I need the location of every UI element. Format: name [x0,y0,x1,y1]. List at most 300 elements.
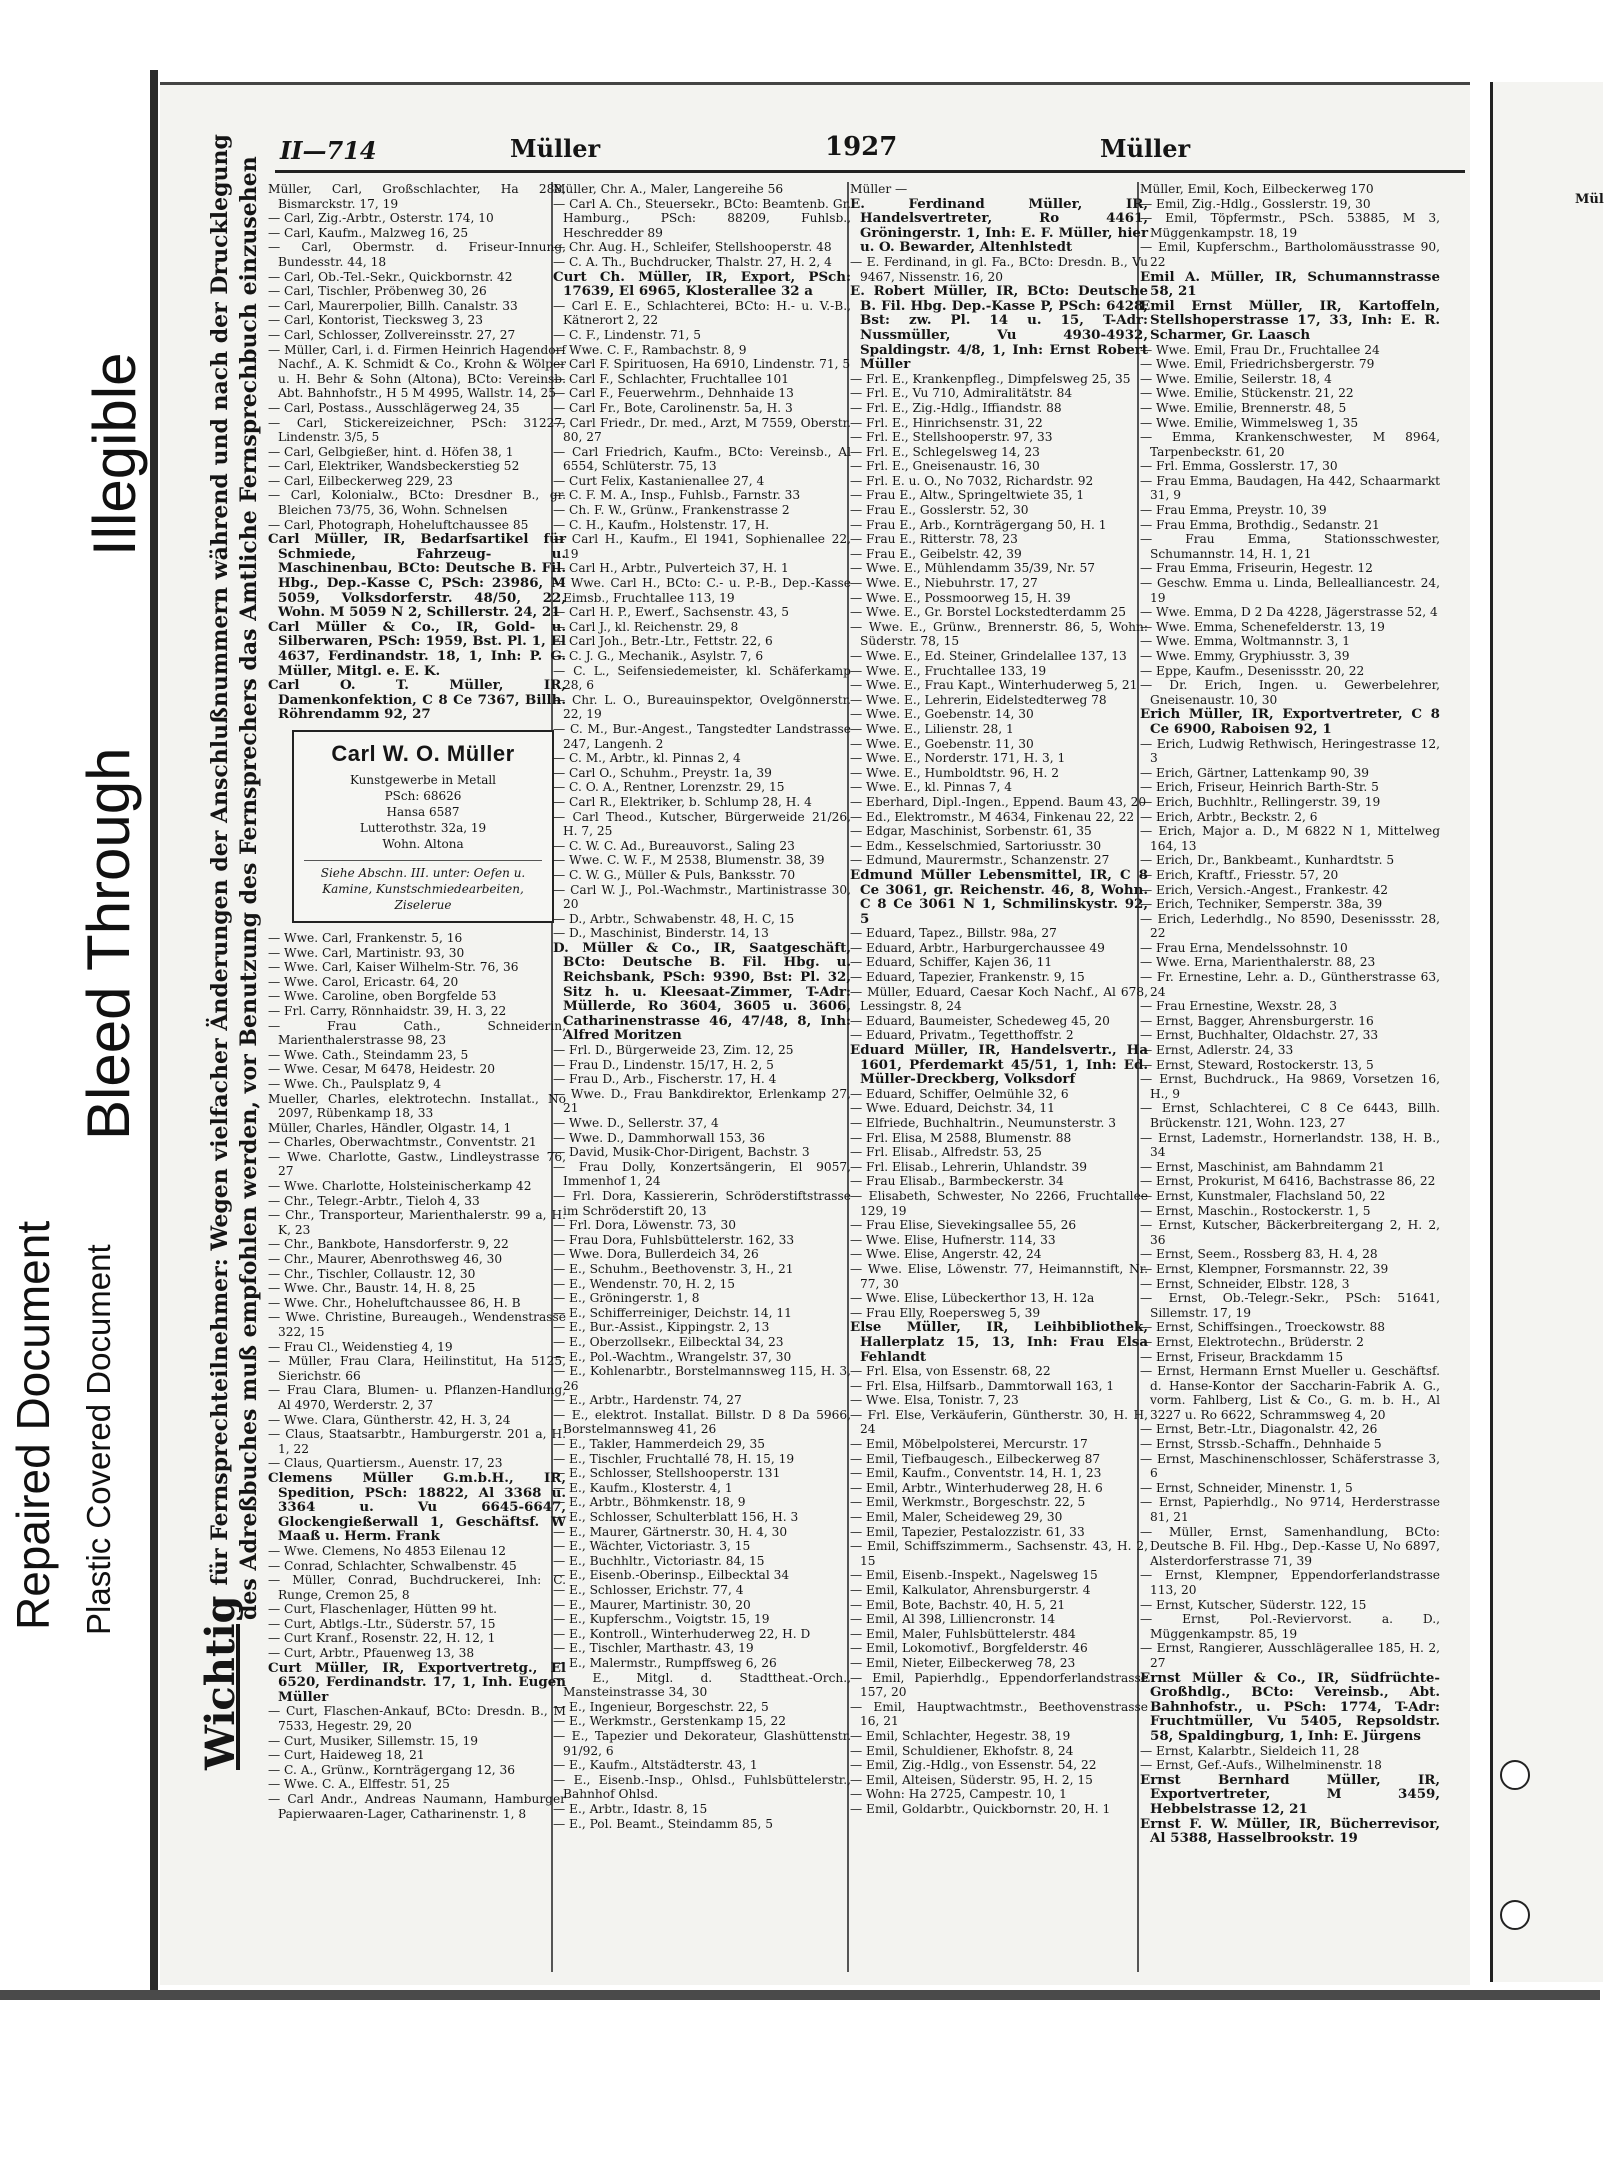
directory-entry: — Eduard, Schiffer, Oelmühle 32, 6 [850,1086,1069,1101]
directory-entry: — Ernst, Buchhalter, Oldachstr. 27, 33 [1140,1028,1379,1043]
directory-entry: — E., Kontroll., Winterhuderweg 22, H. D [553,1626,811,1641]
directory-entry: — Frl. D., Bürgerweide 23, Zim. 12, 25 [553,1043,794,1058]
directory-entry: — Frau Elise, Sievekingsallee 55, 26 [850,1218,1077,1233]
directory-entry: — Frl. E., Zig.-Hdlg., Iffiandstr. 88 [850,400,1062,415]
directory-entry: — David, Musik-Chor-Dirigent, Bachstr. 3 [553,1145,810,1160]
page-binding-edge [150,70,158,1990]
directory-entry: — Frl. E. u. O., No 7032, Richardstr. 92 [850,473,1094,488]
directory-entry: — E., Wächter, Victoriastr. 3, 15 [553,1539,751,1554]
directory-entry: — Charles, Oberwachtmstr., Conventstr. 21 [268,1135,537,1150]
directory-entry: — Conrad, Schlachter, Schwalbenstr. 45 [268,1558,517,1573]
notice-line-1: für Fernsprechteilnehmer: Wegen vielfacher Änderungen der Anschlußnummern während und nach der Drucklegung [207,134,233,1586]
directory-entry: — Erich, Techniker, Semperstr. 38a, 39 [1140,897,1383,912]
directory-entry: — Wwe. Elsa, Tonistr. 7, 23 [850,1393,1019,1408]
directory-entry: — Ernst, Seem., Rossberg 83, H. 4, 28 [1140,1247,1378,1262]
directory-entry: — Frl. E., Vu 710, Admiralitätstr. 84 [850,386,1073,401]
directory-entry: — E., elektrot. Installat. Billstr. D 8 Da 5966, Borstelmannsweg 41, 26 [553,1407,851,1437]
directory-entry: — Wwe. E., Grünw., Brennerstr. 86, 5, Wohn: Süderstr. 78, 15 [850,619,1148,649]
directory-entry: — Curt, Arbtr., Pfauenweg 13, 38 [268,1646,475,1661]
directory-entry: — E., Schlosser, Schulterblatt 156, H. 3 [553,1510,799,1525]
column-1 [268,182,566,1982]
directory-entry: — Carl, Postass., Ausschlägerweg 24, 35 [268,400,520,415]
directory-entry: — Frl. Elisab., Alfredstr. 53, 25 [850,1145,1042,1160]
directory-entry: — Frl. Elsa, Hilfsarb., Dammtorwall 163, 1 [850,1378,1115,1393]
directory-entry: — Erich, Ludwig Rethwisch, Heringestrasse 12, 3 [1140,736,1440,766]
directory-entry: — Carl, Obermstr. d. Friseur-Innung, Bundesstr. 44, 18 [268,240,566,269]
directory-entry: — Wwe. E., Norderstr. 171, H. 3, 1 [850,751,1066,766]
directory-entry: Mueller, Charles, elektrotechn. Installat., No 2097, Rübenkamp 18, 33 [268,1091,566,1121]
directory-entry: — Frau Dolly, Konzertsängerin, El 9057, Immenhof 1, 24 [553,1159,851,1189]
header-right-word: Müller [1100,134,1191,163]
directory-entry: — Wwe. Elise, Hufnerstr. 114, 33 [850,1232,1056,1247]
directory-entry: — Emil, Arbtr., Winterhuderweg 28, H. 6 [850,1480,1103,1495]
notice-line-2: des Adreßbuches muß empfohlen werden, vor Benutzung des Fernsprechers das Amtliche Fernsprechbuch einzusehen [236,156,262,1620]
directory-entry: — Ernst, Ob.-Telegr.-Sekr., PSch: 51641, Sillemstr. 17, 19 [1140,1291,1440,1320]
directory-entry: — Carl Fr., Bote, Carolinenstr. 5a, H. 3 [553,400,793,415]
ad-line-3: Hansa 6587 [386,804,460,819]
directory-entry: — Frau Emma, Preystr. 10, 39 [1140,503,1327,518]
directory-entry: — E., Tischler, Fruchtallé 78, H. 15, 19 [553,1451,795,1466]
directory-entry: — Carl, Eilbeckerweg 229, 23 [268,473,453,488]
directory-entry: — Wwe. E., Humboldtstr. 96, H. 2 [850,765,1060,780]
directory-entry: — E., Maurer, Martinistr. 30, 20 [553,1597,751,1612]
directory-entry: — Wohn: Ha 2725, Campestr. 10, 1 [850,1787,1067,1802]
directory-entry: — Ernst, Kunstmaler, Flachsland 50, 22 [1140,1188,1386,1203]
directory-entry: — Carl Friedrich, Kaufm., BCto: Vereinsb., Al 6554, Schlüterstr. 75, 13 [553,444,851,474]
header-left-word: Müller [510,134,601,163]
directory-entry: — Emil, Bote, Bachstr. 40, H. 5, 21 [850,1597,1066,1612]
directory-entry: — Carl F., Schlachter, Fruchtallee 101 [553,371,789,386]
directory-entry: — Wwe. E., Mühlendamm 35/39, Nr. 57 [850,561,1095,576]
directory-entry: Emil Ernst Müller, IR, Kartoffeln, Stellshoperstrasse 17, 33, Inh: E. R. Scharmer, Gr. Laasch [1140,297,1440,343]
directory-entry: — Wwe. E., Ed. Steiner, Grindelallee 137, 13 [850,649,1127,663]
directory-entry: — C. H., Kaufm., Holstenstr. 17, H. [553,517,770,532]
directory-entry: Curt Ch. Müller, IR, Export, PSch: 17639, El 6965, Klosterallee 32 a [553,268,851,300]
directory-entry: — Ernst, Kutscher, Bäckerbreitergang 2, H. 2, 36 [1140,1218,1440,1247]
directory-entry: — Wwe. E., Niebuhrstr. 17, 27 [850,576,1038,591]
directory-entry: — Ernst, Schiffsingen., Troeckowstr. 88 [1140,1320,1385,1335]
directory-entry: Ernst Bernhard Müller, IR, Exportvertreter, M 3459, Hebbelstrasse 12, 21 [1140,1771,1440,1817]
directory-entry: — Carl Friedr., Dr. med., Arzt, M 7559, Oberstr. 80, 27 [553,415,851,445]
directory-entry: — E., Mitgl. d. Stadttheat.-Orch., Mansteinstrasse 34, 30 [553,1670,851,1700]
directory-entry: — Wwe. Charlotte, Gastw., Lindleystrasse 76, 27 [268,1149,566,1179]
directory-entry: — E., Schlosser, Stellshooperstr. 131 [553,1466,781,1481]
directory-entry: — Frl. Dora, Kassiererin, Schröderstiftstrasse im Schröderstift 20, 13 [553,1188,851,1218]
directory-entry: — Dr. Erich, Ingen. u. Gewerbelehrer, Gneisenaustr. 10, 30 [1140,678,1440,707]
directory-entry: — Wwe. C. A., Elffestr. 51, 25 [268,1777,450,1792]
directory-entry: — Ch. F. W., Grünw., Frankenstrasse 2 [553,503,790,518]
directory-entry: — C. A. Th., Buchdrucker, Thalstr. 27, H. 2, 4 [553,254,832,269]
directory-entry: Ernst Müller & Co., IR, Südfrüchte-Großhdlg., BCto: Vereinsb., Abt. Bahnhofstr., u. PSch: 1774, T-Adr: Fruchtmüller, Vu 5405, Repsoldstr. 58, Spaldingburg, 1, Inh: E. Jürgens [1140,1669,1440,1744]
directory-entry: Else Müller, IR, Leihbibliothek, Hallerplatz 15, 13, Inh: Frau Elsa Fehlandt [850,1319,1148,1365]
directory-entry: — Ernst, Maschinenschlosser, Schäferstrasse 3, 6 [1140,1451,1440,1481]
directory-entry: — Curt, Abtlgs.-Ltr., Süderstr. 57, 15 [268,1616,496,1631]
directory-entry: — Emil, Lokomotivf., Borgfelderstr. 46 [850,1641,1088,1656]
directory-entry: — Emil, Hauptwachtmstr., Beethovenstrasse 16, 21 [850,1699,1148,1729]
scan-bottom-margin [0,2000,1600,2177]
directory-entry: — E. Ferdinand, in gl. Fa., BCto: Dresdn. B., Vu 9467, Nissenstr. 16, 20 [850,254,1148,284]
binding-hole [1500,1760,1530,1790]
ad-line-2: PSch: 68626 [384,788,462,803]
directory-entry: — Eduard, Arbtr., Harburgerchaussee 49 [850,940,1105,955]
directory-entry: — Müller, Conrad, Buchdruckerei, Inh: C. Runge, Cremon 25, 8 [268,1573,566,1602]
directory-entry: — Erich, Dr., Bankbeamt., Kunhardtstr. 5 [1140,853,1395,868]
directory-entry: — Frau Emma, Brothdig., Sedanstr. 21 [1140,517,1380,532]
directory-entry: — Frau Elisab., Barmbeckerstr. 34 [850,1174,1064,1189]
directory-entry: — Wwe. Ch., Paulsplatz 9, 4 [268,1076,442,1091]
directory-entry: Edmund Müller Lebensmittel, IR, C 8 Ce 3061, gr. Reichenstr. 46, 8, Wohn. C 8 Ce 3061 N 1, Schmilinskystr. 92, 5 [850,866,1148,927]
directory-entry: — Frl. E., Schlegelsweg 14, 23 [850,444,1040,459]
directory-entry: — Ernst, Adlerstr. 24, 33 [1140,1043,1294,1058]
directory-entry: — C. O. A., Rentner, Lorenzstr. 29, 15 [553,780,785,795]
ad-line-4: Lutterothstr. 32a, 19 [359,820,487,835]
directory-entry: — E., Takler, Hammerdeich 29, 35 [553,1437,766,1452]
directory-entry: — Erich, Versich.-Angest., Frankestr. 42 [1140,882,1388,897]
directory-entry: — Ernst, Strssb.-Schaffn., Dehnhaide 5 [1140,1437,1382,1452]
directory-entry: — Eduard, Baumeister, Schedeweg 45, 20 [850,1013,1110,1028]
directory-entry: — Frau E., Gosslerstr. 52, 30 [850,503,1029,518]
directory-entry: — Carl Theod., Kutscher, Bürgerweide 21/26, H. 7, 25 [553,809,851,839]
directory-entry: — E., Arbtr., Idastr. 8, 15 [553,1801,708,1816]
label-illegible: Illegible [81,352,148,556]
directory-entry: — Frl. Dora, Löwenstr. 73, 30 [553,1218,737,1233]
directory-entry: — Wwe. Eduard, Deichstr. 34, 11 [850,1101,1055,1116]
directory-entry: — Erich, Lederhdlg., No 8590, Desenissstr. 28, 22 [1140,911,1440,941]
directory-entry: — Müller, Carl, i. d. Firmen Heinrich Hagendorf Nachf., A. K. Schmidt & Co., Krohn & Wölper u. H. Behr & Sohn (Altona), BCto: Vereinsb. Abt. Bahnhofstr., H 5 M 4995, Wallstr. 14, 25 [268,342,566,401]
next-page-fragment: Mül [1575,192,1604,207]
directory-entry: — Wwe. Charlotte, Holsteinischerkamp 42 [268,1179,532,1194]
directory-entry: Carl O. T. Müller, IR, Damenkonfektion, C 8 Ce 7367, Billh. Röhrendamm 92, 27 [268,677,566,723]
directory-entry: — C. F., Lindenstr. 71, 5 [553,327,701,342]
directory-entry: — Carl, Maurerpolier, Billh. Canalstr. 33 [268,298,518,313]
directory-entry: Eduard Müller, IR, Handelsvertr., Ha 1601, Pferdemarkt 45/51, 1, Inh: Ed. Müller-Dreckberg, Volksdorf [850,1042,1148,1088]
directory-entry: — C. F. M. A., Insp., Fuhlsb., Farnstr. 33 [553,488,801,503]
directory-entry: — Frl. E., Stellshooperstr. 97, 33 [850,430,1053,445]
vertical-notice [197,134,266,1770]
directory-entry: — Frau E., Geibelstr. 42, 39 [850,546,1022,561]
directory-entry: — Frau E., Arb., Kornträgergang 50, H. 1 [850,517,1107,532]
directory-entry: — Emil, Möbelpolsterei, Mercurstr. 17 [850,1437,1088,1452]
directory-entry: — Wwe. Christine, Bureaugeh., Wendenstrasse 322, 15 [268,1310,566,1339]
directory-entry: — Emil, Al 398, Lilliencronstr. 14 [850,1612,1056,1627]
directory-entry: — Chr., Bankbote, Hansdorferstr. 9, 22 [268,1237,509,1252]
directory-entry: — Carl, Stickereizeichner, PSch: 31227, Lindenstr. 3/5, 5 [268,415,566,445]
directory-entry: — Wwe. Emilie, Seilerstr. 18, 4 [1140,371,1332,386]
directory-entry: — Carl Andr., Andreas Naumann, Hamburger Papierwaaren-Lager, Catharinenstr. 1, 8 [268,1792,566,1821]
directory-entry: — E., Tapezier und Dekorateur, Glashüttenstr. 91/92, 6 [553,1728,851,1758]
directory-entry: — Frau Clara, Blumen- u. Pflanzen-Handlung, Al 4970, Werderstr. 2, 37 [268,1383,566,1412]
directory-entry: — Frl. Emma, Gosslerstr. 17, 30 [1140,459,1338,474]
directory-entry: — Erich, Major a. D., M 6822 N 1, Mittelweg 164, 13 [1140,824,1440,853]
directory-entry: — Frl. Elisab., Lehrerin, Uhlandstr. 39 [850,1159,1087,1174]
directory-entry: — Ernst, Papierhdlg., No 9714, Herderstrasse 81, 21 [1140,1495,1440,1525]
directory-entry: — Claus, Quartiersm., Auenstr. 17, 23 [268,1456,503,1471]
directory-entry: — Carl J., kl. Reichenstr. 29, 8 [553,619,739,634]
directory-entry: — Emil, Kaufm., Conventstr. 14, H. 1, 23 [850,1466,1102,1481]
directory-entry: — D., Arbtr., Schwabenstr. 48, H. C, 15 [553,911,795,926]
directory-entry: Emil A. Müller, IR, Schumannstrasse 58, 21 [1140,268,1440,300]
directory-entry: — Wwe. Carl, Kaiser Wilhelm-Str. 76, 36 [268,960,519,975]
directory-entry: — E., Oberzollsekr., Eilbecktal 34, 23 [553,1334,784,1349]
directory-entry: — Wwe. Emmy, Gryphiusstr. 3, 39 [1140,649,1350,663]
label-repaired-document: Repaired Document [7,1220,59,1630]
directory-entry: — Wwe. Cath., Steindamm 23, 5 [268,1047,469,1062]
directory-entry: — Edmund, Maurermstr., Schanzenstr. 27 [850,853,1110,868]
directory-entry: — Elisabeth, Schwester, No 2266, Fruchtallee 129, 19 [850,1188,1148,1218]
directory-entry: — E., Malermstr., Rumpffsweg 6, 26 [553,1655,777,1670]
directory-entry: — Carl, Photograph, Hoheluftchaussee 85 [268,517,529,532]
directory-entry: Curt Müller, IR, Exportvertretg., El 6520, Ferdinandstr. 17, 1, Inh. Eugen Müller [268,1659,566,1705]
directory-entry: — Wwe. Elise, Angerstr. 42, 24 [850,1247,1042,1262]
column-2 [553,182,851,1982]
directory-entry: — Müller, Frau Clara, Heilinstitut, Ha 5125, Sierichstr. 66 [268,1354,566,1383]
directory-entry: — Chr., Telegr.-Arbtr., Tieloh 4, 33 [268,1193,480,1208]
directory-entry: — Wwe. Chr., Baustr. 14, H. 8, 25 [268,1281,476,1296]
directory-entry: — E., Bur.-Assist., Kippingstr. 2, 13 [553,1320,770,1335]
directory-entry: — Wwe. Emilie, Brennerstr. 48, 5 [1140,400,1347,415]
ad-line-1: Kunstgewerbe in Metall [349,772,497,787]
directory-entry: — Carl, Ob.-Tel.-Sekr., Quickbornstr. 42 [268,269,513,284]
directory-entry: — Wwe. E., Lehrerin, Eidelstedterweg 78 [850,692,1107,707]
directory-entry: — Frl. Carry, Rönnhaidstr. 39, H. 3, 22 [268,1003,507,1018]
directory-entry: — Ernst, Gef.-Aufs., Wilhelminenstr. 18 [1140,1758,1382,1773]
directory-entry: — Carl H. P., Ewerf., Sachsenstr. 43, 5 [553,605,790,620]
directory-entry: — Chr., Tischler, Collaustr. 12, 30 [268,1266,476,1281]
directory-entry: — Wwe. D., Frau Bankdirektor, Erlenkamp 27, 21 [553,1086,851,1116]
directory-entry: — Fr. Ernestine, Lehr. a. D., Güntherstrasse 63, 24 [1140,970,1440,999]
directory-entry: — Eduard, Schiffer, Kajen 36, 11 [850,955,1053,970]
directory-entry: — Carl E. E., Schlachterei, BCto: H.- u. V.-B., Kätnerort 2, 22 [553,298,851,328]
directory-entry: — Frl. E., Krankenpfleg., Dimpfelsweg 25, 35 [850,371,1131,386]
directory-entry: — Erich, Gärtner, Lattenkamp 90, 39 [1140,765,1369,780]
directory-entry: — Curt, Flaschen-Ankauf, BCto: Dresdn. B., M 7533, Hegestr. 29, 20 [268,1704,566,1734]
directory-entry: — Wwe. C. F., Rambachstr. 8, 9 [553,342,747,357]
directory-entry: Ernst F. W. Müller, IR, Bücherrevisor, Al 5388, Hasselbrookstr. 19 [1140,1815,1440,1847]
ad-line-5: Wohn. Altona [382,836,464,851]
directory-entry: — Frl. E., Gneisenaustr. 16, 30 [850,459,1040,474]
directory-entry: — C. M., Arbtr., kl. Pinnas 2, 4 [553,751,741,766]
directory-entry: Müller, Charles, Händler, Olgastr. 14, 1 [268,1120,512,1135]
directory-entry: Carl Müller & Co., IR, Gold- u. Silberwaren, PSch: 1959, Bst. Pl. 1, El 4637, Ferdinandstr. 18, 1, Inh: P. G. Müller, Mitgl. e. E. K. [268,618,566,679]
directory-entry: — E., Schifferreiniger, Deichstr. 14, 11 [553,1305,792,1320]
directory-entry: — Ernst, Schneider, Elbstr. 128, 3 [1140,1276,1350,1291]
directory-entry: — Wwe. Emma, Schenefelderstr. 13, 19 [1140,619,1385,634]
directory-entry: — Wwe. E., Frau Kapt., Winterhuderweg 5, 21 [850,678,1138,693]
directory-entry: — E., Gröningerstr. 1, 8 [553,1291,700,1306]
directory-entry: — Eduard, Tapezier, Frankenstr. 9, 15 [850,970,1085,985]
directory-entry: Müller, Carl, Großschlachter, Ha 288, Bismarckstr. 17, 19 [268,182,566,211]
directory-entry: — Wwe. Carl, Martinistr. 93, 30 [268,945,465,960]
directory-entry: — Carl A. Ch., Steuersekr., BCto: Beamtenb. Gr. Hamburg., PSch: 88209, Fuhlsb., Heschredder 89 [553,196,851,240]
directory-entry: — Wwe. C. W. F., M 2538, Blumenstr. 38, 39 [553,853,825,868]
directory-entry: — Ernst, Schneider, Minenstr. 1, 5 [1140,1480,1353,1495]
directory-entry: — Carl Joh., Betr.-Ltr., Fettstr. 22, 6 [553,634,773,649]
directory-entry: — Wwe. Emma, Woltmannstr. 3, 1 [1140,634,1351,649]
directory-entry: — Frau Ernestine, Wexstr. 28, 3 [1140,999,1337,1014]
directory-entry: — Emil, Maler, Scheideweg 29, 30 [850,1510,1063,1525]
directory-entry: — Wwe. Elise, Lübeckerthor 13, H. 12a [850,1291,1095,1306]
directory-entry: — Ernst, Buchdruck., Ha 9869, Vorsetzen 16, H., 9 [1140,1072,1440,1101]
directory-entry: — Carl W. J., Pol.-Wachmstr., Martinistrasse 30, 20 [553,882,851,912]
directory-entry: — E., Werkmstr., Gerstenkamp 15, 22 [553,1714,786,1729]
directory-entry: — Emil, Tapezier, Pestalozzistr. 61, 33 [850,1524,1085,1539]
directory-entry: — Wwe. E., Possmoorweg 15, H. 39 [850,590,1071,605]
directory-entry: — Carl, Kontorist, Tiecksweg 3, 23 [268,313,483,328]
directory-entry: Müller, Chr. A., Maler, Langereihe 56 [553,182,784,196]
directory-entry: — E., Buchhltr., Victoriastr. 84, 15 [553,1553,765,1568]
directory-entry: — Carl H., Kaufm., El 1941, Sophienallee 22, 19 [553,532,851,561]
directory-entry: — Carl, Schlosser, Zollvereinsstr. 27, 27 [268,327,516,342]
directory-entry: — E., Maurer, Gärtnerstr. 30, H. 4, 30 [553,1524,788,1539]
directory-entry: — Curt, Musiker, Sillemstr. 15, 19 [268,1733,478,1748]
directory-entry: — Wwe. E., Goebenstr. 14, 30 [850,707,1034,722]
header-rule [275,170,1465,173]
directory-entry: — Carl R., Elektriker, b. Schlump 28, H. 4 [553,794,812,809]
directory-entry: — Müller, Ernst, Samenhandlung, BCto: Deutsche B. Fil. Hbg., Dep.-Kasse U, No 6897, Alsterdorferstrasse 71, 39 [1140,1524,1440,1568]
directory-entry: — Wwe. Carol, Ericastr. 64, 20 [268,974,459,989]
directory-entry: — Frl. E., Hinrichsenstr. 31, 22 [850,415,1043,430]
directory-entry: — Carl, Kaufm., Malzweg 16, 25 [268,225,469,240]
directory-entry: — Wwe. Emilie, Wimmelsweg 1, 35 [1140,415,1359,430]
directory-entry: — C. W. G., Müller & Puls, Banksstr. 70 [553,867,796,882]
next-page-edge [1490,82,1603,1982]
directory-entry: — Emil, Zig.-Hdlg., Gosslerstr. 19, 30 [1140,196,1371,211]
directory-entry: — Ernst, Kalarbtr., Sieldeich 11, 28 [1140,1743,1360,1758]
advertisement-box [292,730,554,923]
directory-entry: — Wwe. Carl, Frankenstr. 5, 16 [268,930,463,945]
directory-entry: — Elfriede, Buchhaltrin., Neumunsterstr. 3 [850,1116,1116,1130]
directory-entry: — Frau Erna, Mendelssohnstr. 10 [1140,940,1348,955]
directory-entry: — Emil, Kupferschm., Bartholomäusstrasse 90, 22 [1140,240,1440,269]
directory-entry: — Ernst, Maschinist, am Bahndamm 21 [1140,1159,1385,1174]
column-4 [1140,182,1440,1982]
directory-entry: — Wwe. Caroline, oben Borgfelde 53 [268,989,497,1004]
directory-entry: — E., Eisenb.-Oberinsp., Eilbecktal 34 [553,1568,790,1583]
directory-entry: — C. L., Seifensiedemeister, kl. Schäferkamp 28, 6 [553,663,851,693]
directory-entry: — D., Maschinist, Binderstr. 14, 13 [553,926,769,941]
ad-name: Carl W. O. Müller [331,740,515,766]
directory-entry: — Wwe. Emil, Frau Dr., Fruchtallee 24 [1140,342,1380,357]
directory-entry: — Wwe. Emilie, Stückenstr. 21, 22 [1140,386,1354,401]
page-number: II—714 [280,136,377,165]
directory-entry: — Müller, Eduard, Caesar Koch Nachf., Al 678, Lessingstr. 8, 24 [850,984,1148,1014]
directory-entry: — E., Kaufm., Altstädterstr. 43, 1 [553,1758,758,1773]
directory-entry: Müller, Emil, Koch, Eilbeckerweg 170 [1140,182,1374,196]
directory-entry: — Wwe. Emil, Friedrichsbergerstr. 79 [1140,357,1375,372]
directory-entry: — Emil, Zig.-Hdlg., von Essenstr. 54, 22 [850,1758,1097,1773]
directory-entry: — Emil, Goldarbtr., Quickbornstr. 20, H. 1 [850,1801,1111,1816]
directory-entry: — Erich, Arbtr., Beckstr. 2, 6 [1140,809,1318,824]
directory-entry: — Wwe. Emma, D 2 Da 4228, Jägerstrasse 52, 4 [1140,605,1438,620]
directory-entry: — Erich, Buchhltr., Rellingerstr. 39, 19 [1140,794,1381,809]
directory-entry: — Ernst, Maschin., Rostockerstr. 1, 5 [1140,1203,1371,1218]
directory-entry: — Frau E., Altw., Springeltwiete 35, 1 [850,488,1085,503]
directory-entry: Müller — [850,182,908,196]
directory-entry: — C. W. C. Ad., Bureauvorst., Saling 23 [553,838,795,853]
directory-entry: — Ernst, Kutscher, Süderstr. 122, 15 [1140,1597,1367,1612]
directory-entry: — Ernst, Rangierer, Ausschlägerallee 185, H. 2, 27 [1140,1641,1440,1670]
directory-entry: — Frau D., Arb., Fischerstr. 17, H. 4 [553,1072,777,1087]
directory-entry: — Wwe. Carl H., BCto: C.- u. P.-B., Dep.-Kasse Eimsb., Fruchtallee 113, 19 [553,576,851,605]
directory-entry: — Frau D., Lindenstr. 15/17, H. 2, 5 [553,1057,774,1072]
directory-entry: — E., Wendenstr. 70, H. 2, 15 [553,1276,736,1291]
directory-entry: — Chr. L. O., Bureauinspektor, Ovelgönnerstr. 22, 19 [553,692,851,722]
directory-entry: Erich Müller, IR, Exportvertreter, C 8 Ce 6900, Raboisen 92, 1 [1140,706,1440,737]
directory-entry: — Curt, Haideweg 18, 21 [268,1748,425,1763]
directory-entry: — E., Schuhm., Beethovenstr. 3, H., 21 [553,1261,794,1276]
directory-entry: E. Robert Müller, IR, BCto: Deutsche B. Fil. Hbg. Dep.-Kasse P, PSch: 6428, Bst: zw. Pl. 14 u. 15, T-Adr: Nussmüller, Vu 4930-4932, Spaldingstr. 4/8, 1, Inh: Ernst Robert Müller [850,283,1148,373]
directory-entry: — Geschw. Emma u. Linda, Bellealliancestr. 24, 19 [1140,576,1440,605]
directory-entry: — Wwe. E., Fruchtallee 133, 19 [850,663,1047,678]
directory-entry: — Wwe. Chr., Hoheluftchaussee 86, H. B [268,1295,521,1310]
directory-entry: — Frau Dora, Fuhlsbüttelerstr. 162, 33 [553,1232,795,1247]
directory-entry: — Ernst, Steward, Rostockerstr. 13, 5 [1140,1057,1374,1072]
directory-entry: — Erich, Friseur, Heinrich Barth-Str. 5 [1140,780,1379,795]
directory-entry: — Wwe. E., Gr. Borstel Lockstedterdamm 25 [850,605,1127,620]
directory-entry: — Wwe. D., Dammhorwall 153, 36 [553,1130,765,1145]
directory-entry: — E., Pol.-Wachtm., Wrangelstr. 37, 30 [553,1349,792,1364]
directory-entry: — Chr., Transporteur, Marienthalerstr. 99 a, H. K, 23 [268,1208,566,1237]
directory-entry: — Emil, Papierhdlg., Eppendorferlandstrasse 157, 20 [850,1670,1148,1700]
directory-entry: — Emil, Werkmstr., Borgeschstr. 22, 5 [850,1495,1086,1510]
directory-entry: — Curt Kranf., Rosenstr. 22, H. 12, 1 [268,1631,496,1646]
directory-entry: — Curt, Flaschenlager, Hütten 99 ht. [268,1602,497,1617]
directory-entry: — Ernst, Friseur, Brackdamm 15 [1140,1349,1344,1364]
binding-hole [1500,1900,1530,1930]
directory-entry: — Frau Elly, Roepersweg 5, 39 [850,1305,1041,1320]
directory-entry: — E., Tischler, Marthastr. 43, 19 [553,1641,754,1656]
directory-entry: — Emil, Eisenb.-Inspekt., Nagelsweg 15 [850,1568,1098,1583]
directory-entry: — E., Kupferschm., Voigtstr. 15, 19 [553,1612,770,1627]
directory-entry: — Edgar, Maschinist, Sorbenstr. 61, 35 [850,824,1092,839]
directory-entry: — Frau Cl., Weidenstieg 4, 19 [268,1339,453,1354]
label-bleed-through: Bleed Through [75,747,142,1140]
directory-entry: — Emil, Nieter, Eilbeckerweg 78, 23 [850,1655,1076,1670]
directory-entry: — Wwe. E., kl. Pinnas 7, 4 [850,780,1012,795]
directory-entry: — Emil, Schiffszimmerm., Sachsenstr. 43, H. 2, 15 [850,1539,1148,1568]
directory-entry: — Ernst, Hermann Ernst Mueller u. Geschäftsf. d. Hanse-Kontor der Saccharin-Fabrik A. G., vorm. Fahlberg, List & Co., G. m. b. H., Al 3227 u. Ro 6622, Schrammsweg 4, 20 [1140,1364,1440,1422]
directory-entry: — E., Arbtr., Hardenstr. 74, 27 [553,1393,742,1408]
ad-note: Siehe Abschn. III. unter: Oefen u. Kamine, Kunstschmiedearbeiten, Ziselerue [304,860,542,913]
directory-entry: — Wwe. D., Sellerstr. 37, 4 [553,1116,719,1130]
directory-entry: — Emil, Kalkulator, Ahrensburgerstr. 4 [850,1583,1091,1597]
directory-entry: — Carl, Tischler, Pröbenweg 30, 26 [268,284,487,299]
directory-entry: — Ernst, Elektrotechn., Brüderstr. 2 [1140,1334,1364,1349]
directory-entry: — Ernst, Bagger, Ahrensburgerstr. 16 [1140,1013,1374,1028]
directory-entry: — Frau Emma, Friseurin, Hegestr. 12 [1140,561,1373,576]
scan-top-margin [0,0,1600,48]
directory-entry: — Wwe. Erna, Marienthalerstr. 88, 23 [1140,955,1376,970]
directory-entry: — E., Pol. Beamt., Steindamm 85, 5 [553,1816,774,1831]
directory-entry: — Wwe. Elise, Löwenstr. 77, Heimannstift, Nr. 77, 30 [850,1261,1148,1291]
directory-entry: — E., Kohlenarbtr., Borstelmannsweg 115, H. 3, 26 [553,1364,851,1393]
directory-entry: — Frl. Elsa, von Essenstr. 68, 22 [850,1364,1051,1379]
directory-entry: — C. M., Bur.-Angest., Tangstedter Landstrasse 247, Langenh. 2 [553,721,851,751]
directory-entry: — E., Arbtr., Böhmkenstr. 18, 9 [553,1495,746,1510]
directory-entry: — Carl F. Spirituosen, Ha 6910, Lindenstr. 71, 5 [553,357,851,372]
directory-entry: — Edm., Kesselschmied, Sartoriusstr. 30 [850,838,1102,853]
label-plastic-covered-document: Plastic Covered Document [80,1244,117,1635]
directory-entry: — Emma, Krankenschwester, M 8964, Tarpenbeckstr. 61, 20 [1140,430,1440,459]
directory-entry: — Carl O., Schuhm., Preystr. 1a, 39 [553,765,772,780]
directory-entry: — Wwe. Dora, Bullerdeich 34, 26 [553,1247,759,1262]
directory-entry: — Chr., Maurer, Abenrothsweg 46, 30 [268,1252,503,1267]
directory-entry: — Claus, Staatsarbtr., Hamburgerstr. 201 a, H. 1, 22 [268,1427,566,1456]
header-year: 1927 [825,132,898,162]
directory-entry: — Ernst, Betr.-Ltr., Diagonalstr. 42, 26 [1140,1422,1378,1437]
directory-entry: — Carl, Gelbgießer, hint. d. Höfen 38, 1 [268,444,514,459]
directory-entry: — Eduard, Privatm., Tegetthoffstr. 2 [850,1028,1074,1043]
